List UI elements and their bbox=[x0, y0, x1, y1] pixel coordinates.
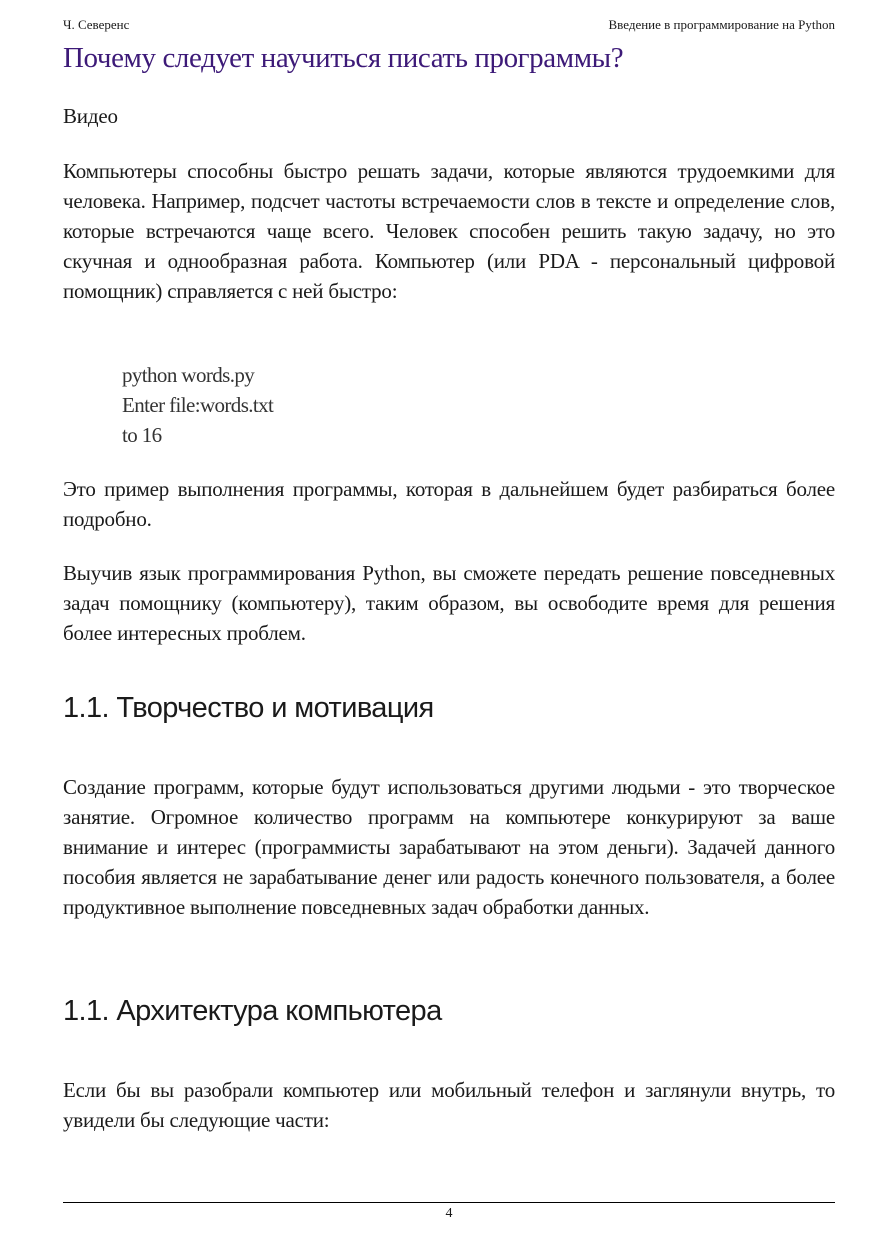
video-label: Видео bbox=[63, 104, 118, 128]
header-author: Ч. Северенс bbox=[63, 17, 130, 32]
architecture-paragraph: Если бы вы разобрали компьютер или мобильный телефон и заглянули внутрь, то увидели бы следующие части: bbox=[63, 1078, 835, 1132]
page-title: Почему следует научиться писать программы? bbox=[63, 42, 624, 74]
creativity-paragraph: Создание программ, которые будут использоваться другими людьми - это творческое занятие. Огромное количество программ на компьютере конкурируют за ваше внимание и интерес (программисты зарабатывают на этом деньги). Задачей данного пособия является не зарабатывание денег или радость конечного пользователя, а более продуктивное выполнение повседневных задач обработки данных. bbox=[63, 775, 835, 919]
python-paragraph: Выучив язык программирования Python, вы сможете передать решение повседневных задач помощнику (компьютеру), таким образом, вы освободите время для решения более интересных проблем. bbox=[63, 561, 835, 645]
code-example bbox=[122, 360, 273, 450]
section-heading-creativity: 1.1. Творчество и мотивация bbox=[63, 692, 434, 724]
code-line: Enter file:words.txt bbox=[122, 393, 274, 417]
code-line: to 16 bbox=[122, 423, 162, 447]
intro-paragraph: Компьютеры способны быстро решать задачи, которые являются трудоемкими для человека. Например, подсчет частоты встречаемости слов в тексте и определение слов, которые встречаются чаще всего. Человек способен решить такую задачу, но это скучная и однообразная работа. Компьютер (или PDA - персональный цифровой помощник) справляется с ней быстро: bbox=[63, 159, 835, 303]
document-page bbox=[63, 0, 835, 1241]
page-number: 4 bbox=[445, 1206, 453, 1221]
section-heading-architecture: 1.1. Архитектура компьютера bbox=[63, 995, 442, 1027]
example-paragraph: Это пример выполнения программы, которая в дальнейшем будет разбираться более подробно. bbox=[63, 477, 835, 531]
header-book-title: Введение в программирование на Python bbox=[608, 17, 835, 32]
code-line: python words.py bbox=[122, 363, 255, 387]
footer-divider bbox=[63, 1202, 835, 1203]
